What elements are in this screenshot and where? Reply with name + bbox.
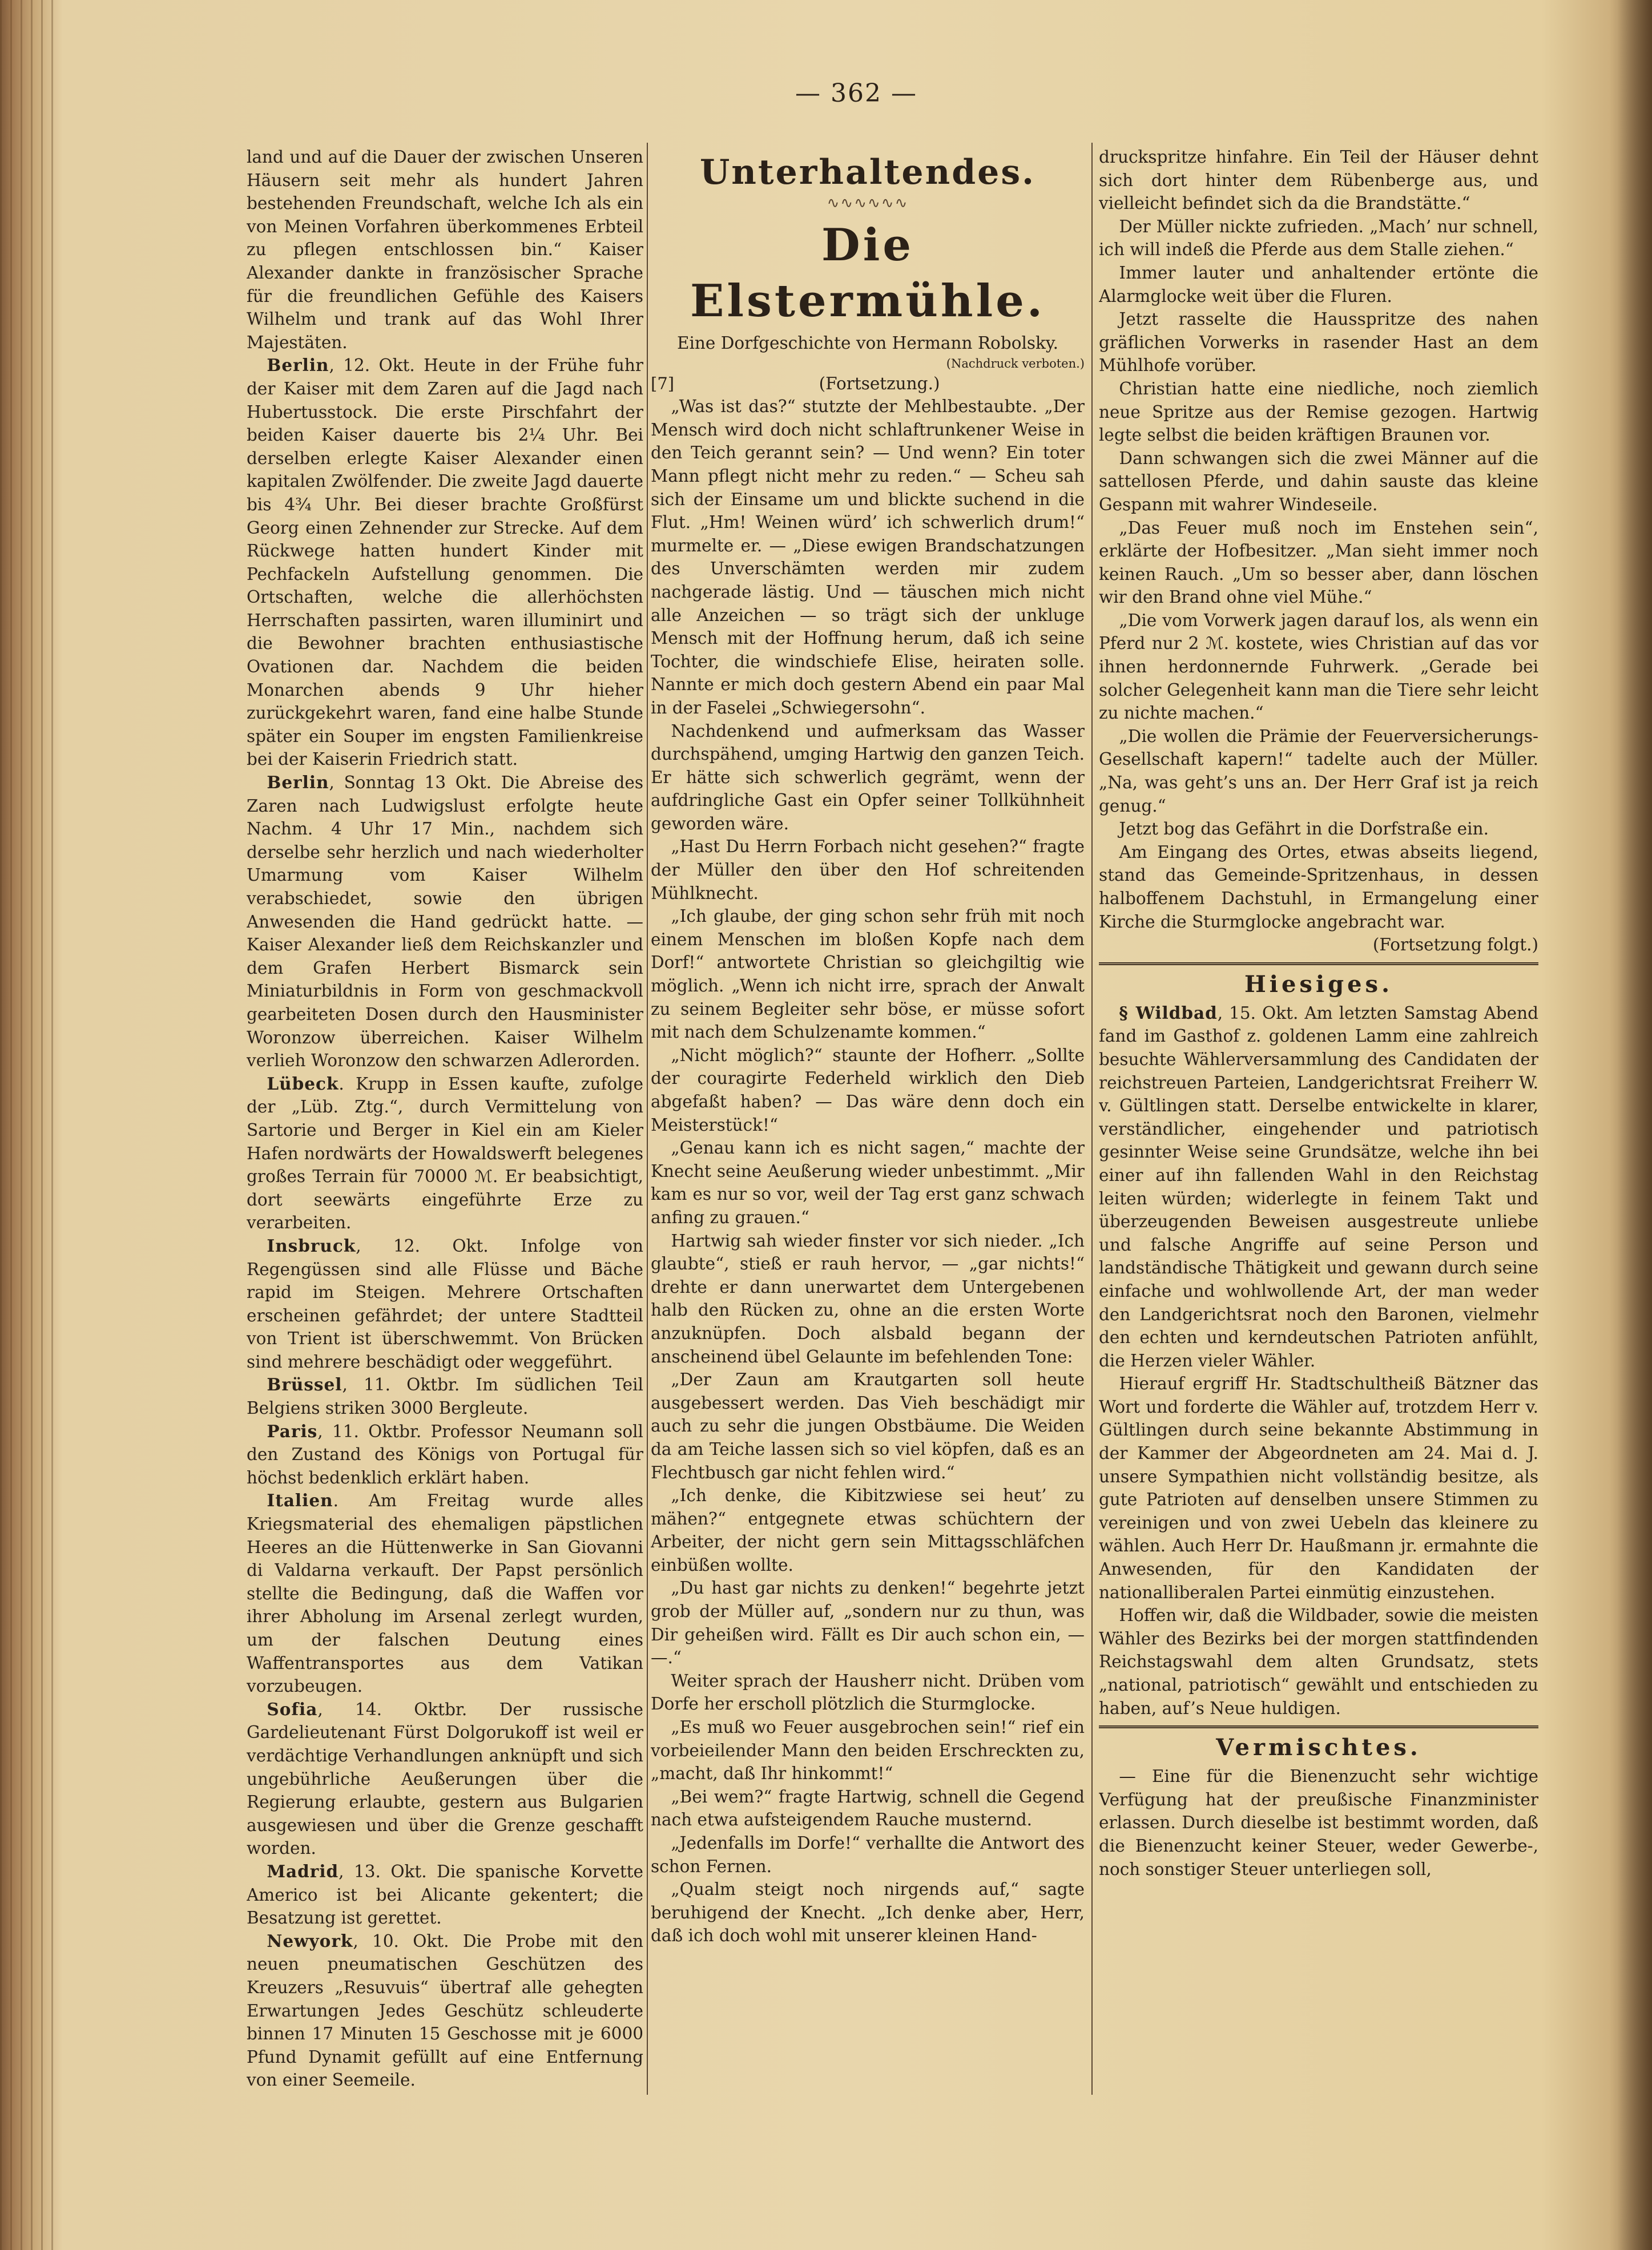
misc-news xyxy=(1099,1765,1538,1881)
dateline-place: Paris xyxy=(267,1421,318,1441)
section-divider xyxy=(1099,962,1538,965)
story-paragraph: „Ich glaube, der ging schon sehr früh mit noch einem Menschen im bloßen Kopfe nach dem Dorf!“ antwortete Christian so gleichgiltig wie möglich. „Wenn ich nicht irre, sprach der Anwalt zu seinem Begleiter sehr böse, er müsse sofort mit nach dem Schulzenamte kommen.“ xyxy=(651,906,1085,1042)
story-paragraph: „Hast Du Herrn Forbach nicht gesehen?“ fragte der Müller den über den Hof schreitenden Mühlknecht. xyxy=(651,837,1085,903)
dateline-place: Newyork xyxy=(267,1930,353,1951)
section-divider-2 xyxy=(1099,1725,1538,1728)
story-paragraph: „Die wollen die Prämie der Feuerversicherungs-Gesellschaft kapern!“ tadelte auch der Müller. „Na, was geht’s uns an. Der Herr Graf ist ja reich genug.“ xyxy=(1099,726,1538,816)
news-item xyxy=(247,1420,643,1490)
news-item xyxy=(247,1489,643,1697)
local-news xyxy=(1099,1002,1538,1720)
column-rule-left xyxy=(647,143,648,2095)
section-title-local: Hiesiges. xyxy=(1244,970,1393,998)
story-paragraph: „Der Zaun am Krautgarten soll heute ausgebessert werden. Das Vieh beschädigt mir auch zu sehr die jungen Obstbäume. Die Weiden da am Teiche lassen sich so viel köpfen, daß es an Flechtbusch gar nicht fehlen wird.“ xyxy=(651,1370,1085,1482)
news-text: Hoffen wir, daß die Wildbader, sowie die meisten Wähler des Bezirks bei der morgen stattfindenden Reichstagswahl dem alten Grundsatz, stets „national, patriotisch“ gewählt und entschieden zu haben, auf’s Neue huldigen. xyxy=(1099,1606,1538,1718)
news-item xyxy=(247,1235,643,1374)
story-paragraph: Am Eingang des Ortes, etwas abseits liegend, stand das Gemeinde-Spritzenhaus, in dessen halboffenem Dachstuhl, in Ermangelung einer Kirche die Sturmglocke angebracht war. xyxy=(1099,842,1538,932)
dateline-place: Berlin xyxy=(267,355,329,376)
story-paragraph: Nachdenkend und aufmerksam das Wasser durchspähend, umging Hartwig den ganzen Teich. Er hätte sich schwerlich gegrämt, wenn der aufdringliche Gast ein Opfer seiner Tollkühnheit geworden wäre. xyxy=(651,721,1085,833)
story-body xyxy=(651,395,1085,1947)
news-item xyxy=(1099,1002,1538,1373)
news-column xyxy=(247,146,643,2098)
page-edge-shadow xyxy=(1618,0,1652,2250)
story-paragraph: „Das Feuer muß noch im Enstehen sein“, erklärte der Hofbesitzer. „Man sieht immer noch keinen Rauch. „Um so besser aber, dann löschen wir den Brand ohne viel Mühe.“ xyxy=(1099,518,1538,607)
installment-line xyxy=(651,372,1085,396)
page-number: — 362 — xyxy=(795,79,917,108)
news-item xyxy=(247,1860,643,1930)
feuilleton-column xyxy=(651,146,1085,2103)
story-paragraph: „Was ist das?“ stutzte der Mehlbestaubte. „Der Mensch wird doch nicht schlaftrunkener Weise in den Teich gerannt sein? — Und wenn? Ein toter Mann pflegt nicht mehr zu reden.“ — Scheu sah sich der Einsame um und blickte suchend in die Flut. „Hm! Weinen würd’ ich schwerlich drum!“ murmelte er. — „Diese ewigen Brandschatzungen des Unverschämten werden mir zudem nachgerade lästig. Und — täuschen mich nicht alle Anzeichen — so trägt sich der unkluge Mensch mit der Hoffnung herum, daß ich seine Tochter, die windschiefe Elise, heiraten solle. Nannte er mich doch gestern Abend ein paar Mal in der Faselei „Schwiegersohn“. xyxy=(651,397,1085,717)
story-paragraph: Christian hatte eine niedliche, noch ziemlich neue Spritze aus der Remise gezogen. Hartwig legte selbst die beiden kräftigen Braunen vor. xyxy=(1099,378,1538,445)
binding-edge xyxy=(0,0,57,2250)
news-item xyxy=(247,354,643,771)
dateline-place: Berlin xyxy=(267,772,329,793)
story-paragraph: „Es muß wo Feuer ausgebrochen sein!“ rief ein vorbeieilender Mann den beiden Erschreckten zu, „macht, daß Ihr hinkommt!“ xyxy=(651,1717,1085,1784)
story-paragraph: Jetzt bog das Gefährt in die Dorfstraße ein. xyxy=(1119,819,1489,839)
misc-paragraph: — Eine für die Bienenzucht sehr wichtige Verfügung hat der preußische Finanzminister erlassen. Durch dieselbe ist bestimmt worden, daß die Bienenzucht keiner Steuer, weder Gewerbe-, noch sonstiger Steuer unterliegen soll, xyxy=(1099,1767,1538,1879)
story-paragraph: „Du hast gar nichts zu denken!“ begehrte jetzt grob der Müller auf, „sondern nur zu thun, was Dir geheißen wird. Fällt es Dir auch schon ein, — —.“ xyxy=(651,1578,1085,1668)
news-text: land und auf die Dauer der zwischen Unseren Häusern seit mehr als hundert Jahren bestehenden Freundschaft, welche Ich als ein von Meinen Vorfahren überkommenes Erbteil zu pflegen entschlossen bin.“ Kaiser Alexander dankte in französischer Sprache für die freundlichen Gefühle des Kaisers Wilhelm und trank auf das Wohl Ihrer Majestäten. xyxy=(247,147,643,352)
section-title-entertainment: Unterhaltendes. xyxy=(699,152,1036,192)
news-item xyxy=(247,146,643,354)
third-column xyxy=(1099,146,1538,2103)
news-text: , 14. Oktbr. Der russische Gardelieutenant Fürst Dolgorukoff ist weil er verdächtige Verhandlungen anknüpft und sich ungebührliche Aeußerungen über die Regierung erlaubte, gestern aus Bulgarien ausgewiesen und über die Grenze geschafft worden. xyxy=(247,1699,643,1858)
news-text: , 11. Oktbr. Im südlichen Teil Belgiens striken 3000 Bergleute. xyxy=(247,1375,643,1418)
news-text: . Am Freitag wurde alles Kriegsmaterial des ehemaligen päpstlichen Heeres an die Hüttenwerke in San Giovanni di Valdarna verkauft. Der Papst persönlich stellte die Bedingung, daß die Waffen vor ihrer Abholung im Arsenal zerlegt wurden, um der falschen Deutung eines Waffentransportes aus dem Vatikan vorzubeugen. xyxy=(247,1491,643,1696)
story-paragraph: Der Müller nickte zufrieden. „Mach’ nur schnell, ich will indeß die Pferde aus dem Stalle ziehen.“ xyxy=(1099,216,1538,260)
story-paragraph: druckspritze hinfahre. Ein Teil der Häuser dehnt sich dort hinter dem Rübenberge aus, und vielleicht befindet sich da die Brandstätte.“ xyxy=(1099,147,1538,213)
story-paragraph: „Ich denke, die Kibitzwiese sei heut’ zu mähen?“ entgegnete etwas schüchtern der Arbeiter, der nicht gern sein Mittagsschläfchen einbüßen wollte. xyxy=(651,1486,1085,1575)
reprint-notice: (Nachdruck verboten.) xyxy=(946,356,1085,370)
column-rule-right xyxy=(1091,143,1093,2095)
dateline-place: § Wildbad xyxy=(1119,1002,1218,1023)
story-paragraph: Jetzt rasselte die Hausspritze des nahen gräflichen Vorwerks in rasender Hast an dem Mühlhofe vorüber. xyxy=(1099,309,1538,376)
news-text: , Sonntag 13 Okt. Die Abreise des Zaren nach Ludwigslust erfolgte heute Nachm. 4 Uhr 17 Min., nachdem sich derselbe sehr herzlich und nach wiederholter Umarmung vom Kaiser Wilhelm verabschiedet, sowie den übrigen Anwesenden die Hand gedrückt hatte. — Kaiser Alexander ließ dem Reichskanzler und dem Grafen Herbert Bismarck sein Miniaturbildnis in Form von geschmackvoll gearbeiteten Dosen durch den Hausminister Woronzow überreichen. Kaiser Wilhelm verlieh Woronzow den schwarzen Adlerorden. xyxy=(247,773,643,1071)
section-title-misc: Vermischtes. xyxy=(1216,1734,1421,1761)
news-item xyxy=(247,1373,643,1420)
story-paragraph: Immer lauter und anhaltender ertönte die Alarmglocke weit über die Fluren. xyxy=(1099,263,1538,306)
title-ornament: ∿∿∿∿∿∿ xyxy=(827,195,909,212)
dateline-place: Madrid xyxy=(267,1861,339,1881)
news-text: , 12. Okt. Infolge von Regengüssen sind alle Flüsse und Bäche rapid im Steigen. Mehrere Ortschaften erscheinen gefährdet; der untere Stadtteil von Trient ist überschwemmt. Von Brücken sind mehrere beschädigt oder weggeführt. xyxy=(247,1236,643,1372)
news-text: Hierauf ergriff Hr. Stadtschultheiß Bätzner das Wort und forderte die Wähler auf, trotzdem Herr v. Gültlingen durch seine bekannte Abstimmung in der Kammer der Abgeordneten am 24. Mai d. J. unsere Sympathien nicht vollständig besitze, als gute Patrioten auf denselben unsere Stimmen zu vereinigen und von zwei Uebeln das kleinere zu wählen. Auch Herr Dr. Haußmann jr. ermahnte die Anwesenden, für den Kandidaten der nationalliberalen Partei einmütig einzustehen. xyxy=(1099,1374,1538,1602)
news-text: , 10. Okt. Die Probe mit den neuen pneumatischen Geschützen des Kreuzers „Resuvuis“ übertraf alle gehegten Erwartungen Jedes Geschütz schleuderte binnen 17 Minuten 15 Geschosse mit je 6000 Pfund Dynamit gefüllt auf eine Entfernung von einer Seemeile. xyxy=(247,1931,643,2090)
installment-number: [7] xyxy=(651,373,675,393)
news-text: . Krupp in Essen kaufte, zufolge der „Lüb. Ztg.“, durch Vermittelung von Sartorie und Berger in Kiel ein am Kieler Hafen nordwärts der Howaldswerft belegenes großes Terrain für 70000 ℳ. Er beabsichtigt, dort seewärts eingeführte Erze zu verarbeiten. xyxy=(247,1074,643,1233)
story-end-note: (Fortsetzung folgt.) xyxy=(1372,935,1538,955)
story-paragraph: „Nicht möglich?“ staunte der Hofherr. „Sollte der couragirte Federheld wirklich den Dieb abgefaßt haben? — Das wäre denn doch ein Meisterstück!“ xyxy=(651,1045,1085,1135)
dateline-place: Lübeck xyxy=(267,1073,339,1094)
news-item xyxy=(247,1930,643,2092)
news-text: , 15. Okt. Am letzten Samstag Abend fand im Gasthof z. goldenen Lamm eine zahlreich besuchte Wählerversammlung des Candidaten der reichstreuen Parteien, Landgerichtsrat Freiherr W. v. Gültlingen statt. Derselbe entwickelte in klarer, verständlicher, eingehender und patriotisch gesinnter Weise seine Grundsätze, welche ihn bei einer auf ihn fallenden Wahl in den Reichstag leiten würden; widerlegte in feinem Takt und überzeugenden Beweisen ausgestreute unliebe und falsche Angriffe auf seine Person und landständische Thätigkeit und gewann durch seine einfache und wohlwollende Art, der man weder den Landgerichtsrat noch den Baronen, vielmehr den echten und kerndeutschen Patrioten anfühlt, die Herzen vieler Wähler. xyxy=(1099,1003,1538,1370)
story-paragraph: „Bei wem?“ fragte Hartwig, schnell die Gegend nach etwa aufsteigendem Rauche musternd. xyxy=(651,1787,1085,1830)
dateline-place: Sofia xyxy=(267,1699,318,1719)
news-text: , 11. Oktbr. Professor Neumann soll den Zustand des Königs von Portugal für höchst bedenklich erklärt haben. xyxy=(247,1421,643,1487)
news-item xyxy=(1099,1372,1538,1604)
story-paragraph: „Die vom Vorwerk jagen darauf los, als wenn ein Pferd nur 2 ℳ. kostete, wies Christian auf das vor ihnen herdonnernde Fuhrwerk. „Gerade bei solcher Gelegenheit kann man die Tiere sehr leicht zu nichte machen.“ xyxy=(1099,610,1538,723)
news-text: , 12. Okt. Heute in der Frühe fuhr der Kaiser mit dem Zaren auf die Jagd nach Hubertusstock. Die erste Pirschfahrt der beiden Kaiser dauerte bis 2¼ Uhr. Bei derselben erlegte Kaiser Alexander einen kapitalen Zwölfender. Die zweite Jagd dauerte bis 4¾ Uhr. Bei dieser brachte Großfürst Georg einen Zehnender zur Strecke. Auf dem Rückwege hatten hundert Kinder mit Pechfackeln Aufstellung genommen. Die Ortschaften, welche die allerhöchsten Herrschaften passirten, waren illuminirt und die Bewohner brachten enthusiastische Ovationen dar. Nachdem die beiden Monarchen abends 9 Uhr hieher zurückgekehrt waren, fand eine halbe Stunde später ein Souper im engsten Familienkreise bei der Kaiserin Friedrich statt. xyxy=(247,356,643,769)
story-paragraph: „Qualm steigt noch nirgends auf,“ sagte beruhigend der Knecht. „Ich denke aber, Herr, daß ich doch wohl mit unserer kleinen Hand- xyxy=(651,1880,1085,1946)
story-paragraph: Hartwig sah wieder finster vor sich nieder. „Ich glaubte“, stieß er rauh hervor, — „gar nichts!“ drehte er dann unerwartet dem Untergebenen halb den Rücken zu, ohne an die ersten Worte anzuknüpfen. Doch alsbald begann der anscheinend übel Gelaunte im befehlenden Tone: xyxy=(651,1231,1085,1366)
news-item xyxy=(1099,1604,1538,1720)
story-paragraph: Weiter sprach der Hausherr nicht. Drüben vom Dorfe her erscholl plötzlich die Sturmglocke. xyxy=(651,1671,1085,1714)
news-text: , 13. Okt. Die spanische Korvette Americo ist bei Alicante gekentert; die Besatzung ist gerettet. xyxy=(247,1861,643,1928)
dateline-place: Insbruck xyxy=(267,1235,356,1256)
story-title: Die Elstermühle. xyxy=(690,219,1046,327)
story-subtitle: Eine Dorfgeschichte von Hermann Robolsky. xyxy=(676,333,1059,353)
story-paragraph: „Genau kann ich es nicht sagen,“ machte der Knecht seine Aeußerung wieder unbestimmt. „Mir kam es nur so vor, weil der Tag erst ganz schwach anfing zu grauen.“ xyxy=(651,1138,1085,1227)
news-item xyxy=(247,1698,643,1860)
dateline-place: Brüssel xyxy=(267,1374,343,1395)
story-paragraph: Dann schwangen sich die zwei Männer auf die sattellosen Pferde, und dahin sauste das kleine Gespann mit wahrer Windeseile. xyxy=(1099,448,1538,514)
dateline-place: Italien xyxy=(267,1490,333,1511)
news-item xyxy=(247,1072,643,1235)
story-paragraph: „Jedenfalls im Dorfe!“ verhallte die Antwort des schon Fernen. xyxy=(651,1833,1085,1876)
story-continuation xyxy=(1099,146,1538,933)
news-item xyxy=(247,771,643,1072)
continuation-label: (Fortsetzung.) xyxy=(819,373,940,393)
